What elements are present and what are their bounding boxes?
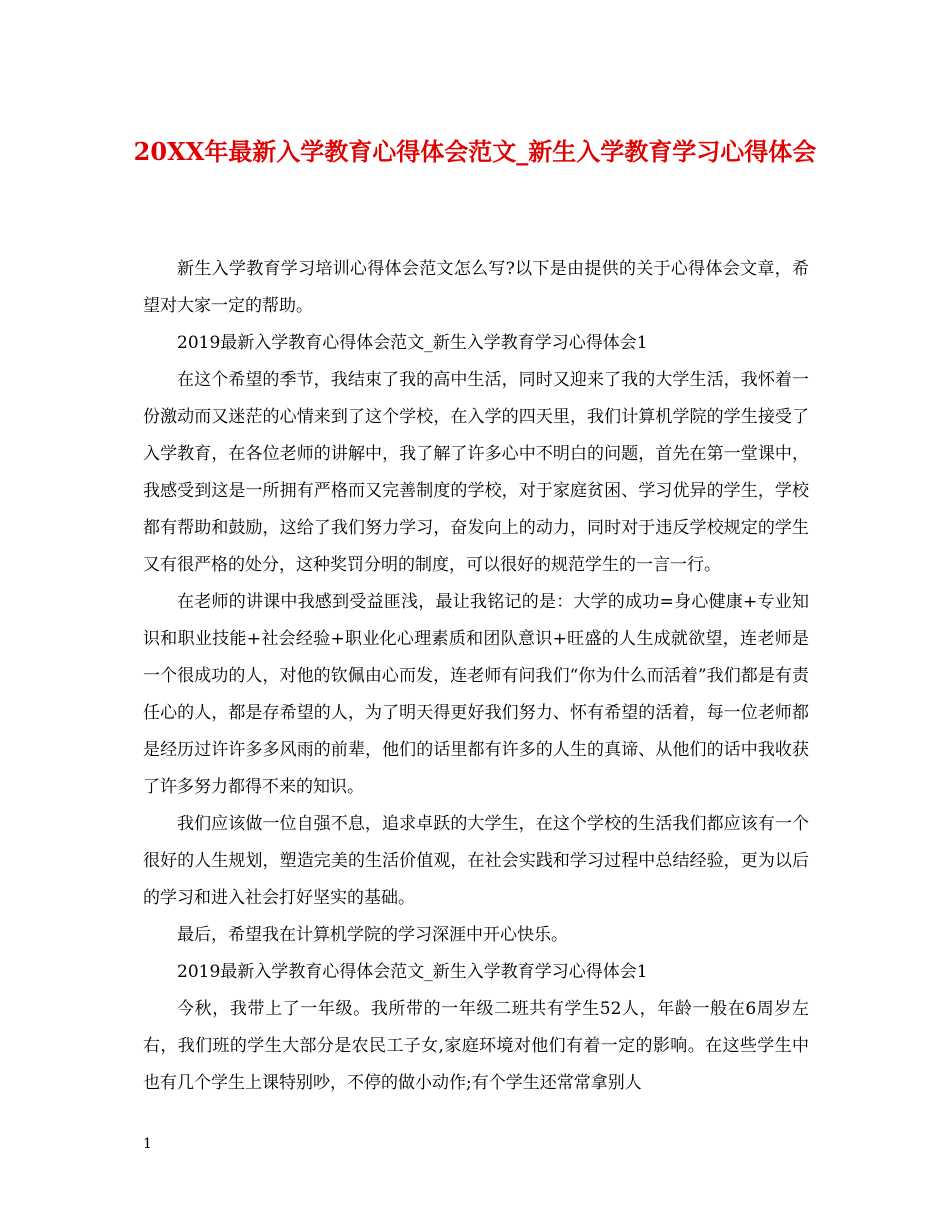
document-body [143, 251, 809, 1102]
paragraph-heading-2: 2019最新入学教育心得体会范文_新生入学教育学习心得体会1 [177, 962, 648, 982]
paragraph-body-4: 最后，希望我在计算机学院的学习深涯中开心快乐。 [177, 925, 568, 945]
paragraph-body-2: 在老师的讲课中我感到受益匪浅，最让我铭记的是：大学的成功=身心健康+专业知识和职业技能+社会经验+职业化心理素质和团队意识+旺盛的人生成就欲望，连老师是一个很成功的人，对他的钦佩由心而发，连老师有问我们“你为什么而活着”我们都是有责任心的人，都是存希望的人，为了明天得更好我们努力、怀有希望的活着，每一位老师都是经历过许许多多风雨的前辈，他们的话里都有许多的人生的真谛、从他们的话中我收获了许多努力都得不来的知识。 [143, 592, 809, 797]
document-title: 20XX年最新入学教育心得体会范文_新生入学教育学习心得体会 [133, 137, 817, 166]
page-number: 1 [143, 1136, 152, 1152]
paragraph-intro: 新生入学教育学习培训心得体会范文怎么写?以下是由提供的关于心得体会文章，希望对大家一定的帮助。 [143, 259, 809, 316]
paragraph-body-1: 在这个希望的季节，我结束了我的高中生活，同时又迎来了我的大学生活，我怀着一份激动而又迷茫的心情来到了这个学校，在入学的四天里，我们计算机学院的学生接受了入学教育，在各位老师的讲解中，我了解了许多心中不明白的问题，首先在第一堂课中，我感受到这是一所拥有严格而又完善制度的学校，对于家庭贫困、学习优异的学生，学校都有帮助和鼓励，这给了我们努力学习，奋发向上的动力，同时对于违反学校规定的学生又有很严格的处分，这种奖罚分明的制度，可以很好的规范学生的一言一行。 [143, 370, 809, 575]
paragraph-body-5: 今秋，我带上了一年级。我所带的一年级二班共有学生52人，年龄一般在6周岁左右，我们班的学生大部分是农民工子女,家庭环境对他们有着一定的影响。在这些学生中也有几个学生上课特别吵，不停的做小动作;有个学生还常常拿别人 [143, 999, 809, 1093]
paragraph-body-3: 我们应该做一位自强不息，追求卓跃的大学生，在这个学校的生活我们都应该有一个很好的人生规划，塑造完美的生活价值观，在社会实践和学习过程中总结经验，更为以后的学习和进入社会打好坚实的基础。 [143, 814, 809, 908]
paragraph-heading-1: 2019最新入学教育心得体会范文_新生入学教育学习心得体会1 [177, 333, 648, 353]
